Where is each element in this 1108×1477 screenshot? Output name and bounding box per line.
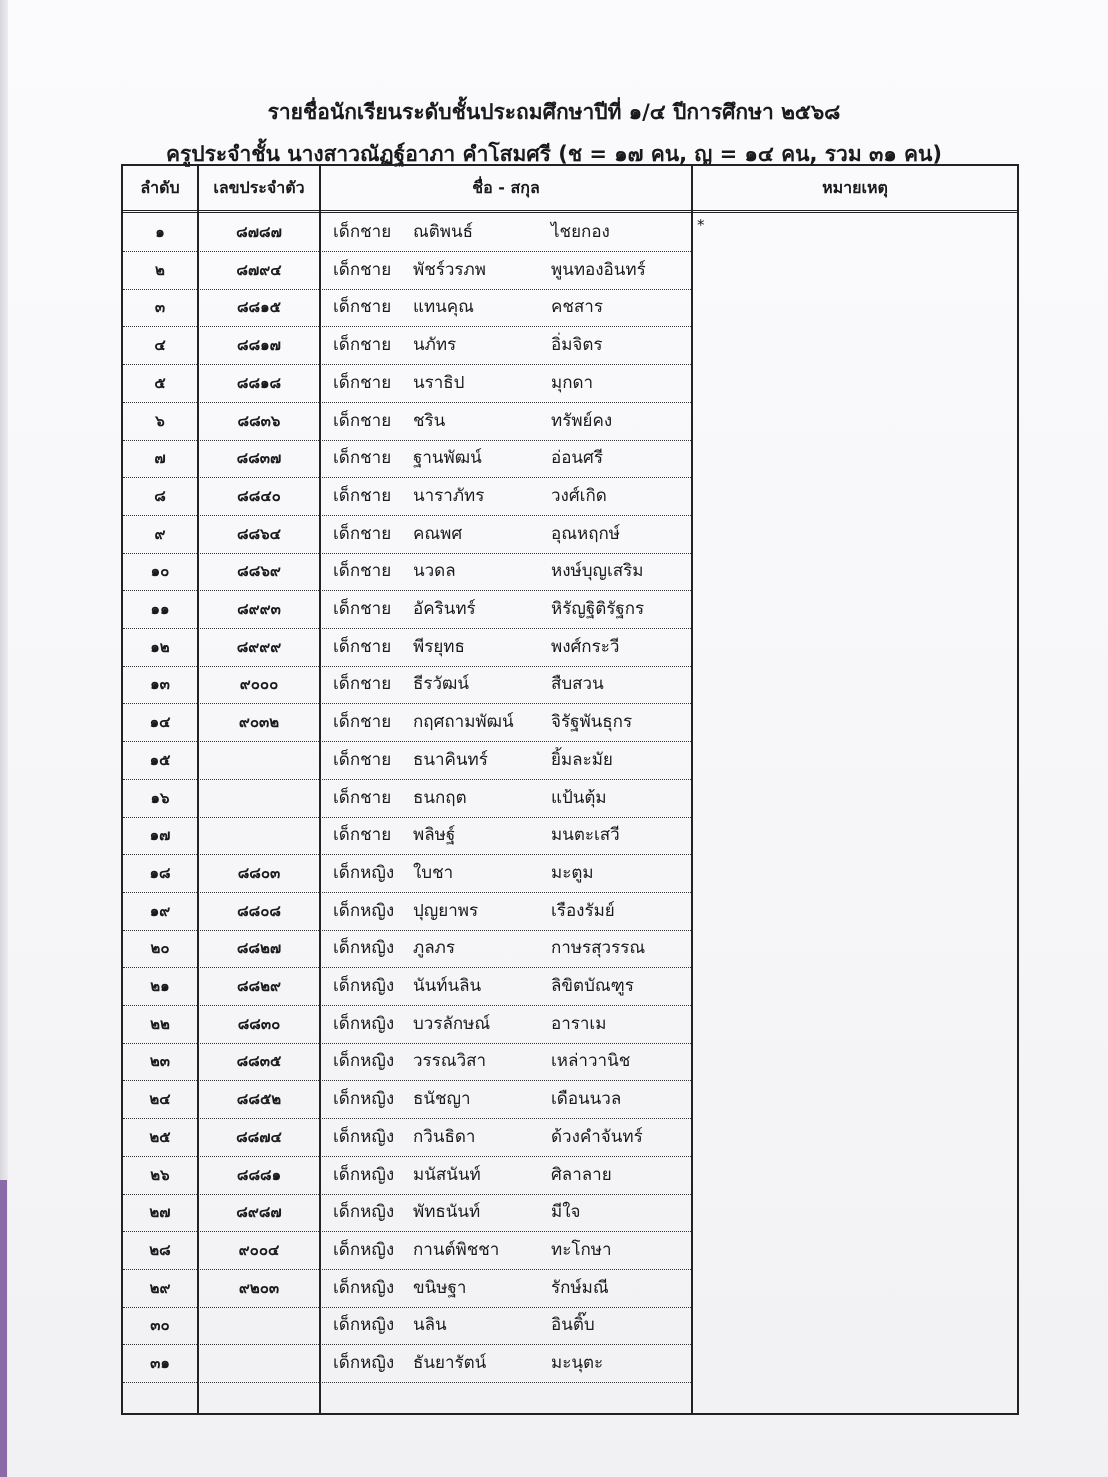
- table-row: [123, 704, 691, 742]
- table-row: [123, 1345, 691, 1383]
- table-row: [123, 1307, 691, 1345]
- row-number: ๑๐: [150, 562, 170, 581]
- first-name: พลิษฐ์: [413, 825, 456, 846]
- student-id: ๘๙๘๗: [236, 1203, 282, 1222]
- name-prefix: เด็กชาย: [333, 410, 392, 431]
- student-id: ๘๘๖๔: [236, 524, 282, 543]
- first-name: ปุญยาพร: [413, 900, 479, 921]
- row-number: ๒๑: [150, 977, 170, 995]
- table-row: [123, 780, 691, 818]
- row-number: ๑: [155, 223, 165, 241]
- first-name: นราธิป: [413, 372, 465, 393]
- row-number: ๓๐: [150, 1316, 170, 1335]
- table-row: [123, 1232, 691, 1270]
- student-id: ๘๘๖๙: [237, 562, 281, 581]
- last-name: อ่อนศรี: [551, 448, 603, 469]
- table-row: [123, 365, 691, 403]
- first-name: มนัสนันท์: [413, 1164, 481, 1185]
- row-number: ๒๒: [150, 1014, 170, 1033]
- page-subtitle: ครูประจำชั้น นางสาวณัฏฐ์อาภา คำโสมศรี (ช = ๑๗ คน, ญ = ๑๔ คน, รวม ๓๑ คน): [165, 142, 942, 166]
- name-prefix: เด็กชาย: [333, 485, 392, 506]
- table-row: [123, 817, 691, 855]
- row-number: ๘: [154, 486, 166, 505]
- last-name: ยิ้มละมัย: [551, 749, 613, 770]
- first-name: ธีรวัฒน์: [413, 674, 470, 695]
- table-row: [123, 214, 691, 252]
- last-name: เดือนนวล: [551, 1089, 622, 1110]
- student-id: ๘๘๑๘: [236, 373, 282, 392]
- table-row: [123, 1119, 691, 1157]
- last-name: มะนุตะ: [551, 1353, 604, 1373]
- last-name: กาษรสุวรรณ: [551, 938, 646, 959]
- first-name: อัครินทร์: [413, 599, 476, 619]
- first-name: นาราภัทร: [413, 485, 485, 506]
- student-id: ๘๘๑๕: [236, 298, 282, 317]
- last-name: มุกดา: [551, 372, 594, 393]
- table-row: [123, 930, 691, 968]
- row-number: ๒๖: [150, 1165, 170, 1184]
- row-number: ๑๙: [149, 901, 171, 920]
- student-id: ๘๘๘๑: [236, 1165, 282, 1184]
- last-name: มนตะเสวี: [551, 825, 620, 846]
- last-name: เรืองรัมย์: [551, 900, 615, 921]
- name-prefix: เด็กชาย: [333, 372, 392, 393]
- student-id: ๘๘๓๖: [237, 411, 281, 430]
- table-row: [123, 1270, 691, 1308]
- student-id: ๙๐๓๒: [238, 713, 280, 732]
- first-name: นภัทร: [413, 335, 457, 356]
- student-table: [121, 164, 1019, 1415]
- table-row: [123, 252, 691, 290]
- student-id: ๘๘๒๗: [236, 939, 282, 958]
- row-number: ๖: [155, 411, 165, 430]
- last-name: หงษ์บุญเสริม: [551, 561, 644, 582]
- first-name: กานต์พิชชา: [413, 1239, 500, 1260]
- last-name: สืบสวน: [551, 674, 604, 695]
- name-prefix: เด็กชาย: [333, 825, 392, 846]
- row-number: ๑๑: [150, 600, 170, 618]
- table-row: [123, 629, 691, 667]
- first-name: กฤศถามพัฒน์: [413, 712, 514, 733]
- student-id: ๘๘๓๕: [236, 1052, 282, 1071]
- table-row: [123, 440, 691, 478]
- name-prefix: เด็กชาย: [333, 297, 392, 318]
- last-name: คชสาร: [551, 297, 603, 318]
- table-row: [123, 553, 691, 591]
- name-prefix: เด็กชาย: [333, 259, 392, 280]
- last-name: พงศ์กระวี: [551, 636, 620, 657]
- row-number: ๒๐: [150, 939, 170, 958]
- header-divider: [123, 210, 1017, 213]
- row-number: ๒๙: [149, 1278, 171, 1297]
- table-row: [123, 742, 691, 780]
- student-id: ๘๘๐๘: [237, 901, 281, 920]
- last-name: หิรัญฐิติรัฐกร: [551, 599, 645, 619]
- student-id: ๙๐๐๐: [239, 675, 279, 694]
- name-prefix: เด็กหญิง: [333, 1277, 395, 1298]
- table-row: [123, 516, 691, 554]
- student-id: ๘๘๑๗: [237, 336, 281, 355]
- name-prefix: เด็กหญิง: [333, 1239, 395, 1260]
- row-number: ๓๑: [150, 1354, 170, 1372]
- first-name: นวดล: [413, 561, 456, 582]
- last-name: ลิขิตบัณฑูร: [551, 976, 634, 996]
- name-prefix: เด็กชาย: [333, 636, 392, 657]
- first-name: นันท์นลิน: [413, 976, 482, 996]
- remark-asterisk: *: [697, 216, 705, 234]
- name-prefix: เด็กชาย: [333, 561, 392, 582]
- student-id: ๘๘๔๐: [237, 486, 281, 505]
- last-name: ทะโกษา: [551, 1239, 612, 1260]
- name-prefix: เด็กหญิง: [333, 938, 395, 959]
- first-name: ชริน: [413, 410, 446, 431]
- last-name: วงศ์เกิด: [551, 485, 607, 506]
- first-name: นลิน: [413, 1315, 447, 1336]
- first-name: ณติพนธ์: [413, 222, 474, 242]
- name-prefix: เด็กชาย: [333, 523, 392, 544]
- table-row: [123, 893, 691, 931]
- student-id: ๘๙๙๓: [237, 600, 281, 618]
- first-name: ขนิษฐา: [413, 1277, 467, 1298]
- row-number: ๙: [154, 524, 166, 543]
- row-number: ๗: [154, 449, 166, 468]
- first-name: ฐานพัฒน์: [413, 448, 482, 469]
- row-number: ๑๔: [149, 713, 171, 732]
- table-row: [123, 855, 691, 893]
- first-name: ธนาคินทร์: [413, 749, 488, 770]
- name-prefix: เด็กชาย: [333, 222, 392, 242]
- table-row: [123, 403, 691, 441]
- page-title: รายชื่อนักเรียนระดับชั้นประถมศึกษาปีที่ ๑/๔ ปีการศึกษา ๒๕๖๘: [267, 100, 841, 124]
- last-name: ไชยกอง: [551, 222, 610, 242]
- row-number: ๓: [154, 298, 166, 317]
- background-surface: [0, 1180, 7, 1477]
- name-prefix: เด็กชาย: [333, 787, 392, 808]
- table-row: [123, 1006, 691, 1044]
- name-prefix: เด็กหญิง: [333, 1089, 395, 1110]
- table-row: [123, 1194, 691, 1232]
- table-row: [123, 968, 691, 1006]
- first-name: พัชร์วรภพ: [413, 259, 486, 280]
- student-id: ๘๘๐๓: [237, 863, 281, 882]
- first-name: พัทธนันท์: [413, 1202, 481, 1223]
- table-row: [123, 591, 691, 629]
- name-prefix: เด็กชาย: [333, 448, 392, 469]
- header-remark: หมายเหตุ: [822, 178, 888, 197]
- last-name: แป้นตุ้ม: [551, 787, 607, 808]
- name-prefix: เด็กชาย: [333, 749, 392, 770]
- row-number: ๒๓: [149, 1052, 171, 1071]
- name-prefix: เด็กหญิง: [333, 1315, 395, 1336]
- last-name: ศิลาลาย: [551, 1164, 612, 1185]
- first-name: แทนคุณ: [413, 297, 474, 318]
- student-id: ๘๘๓๐: [237, 1014, 281, 1033]
- first-name: ภูลภร: [413, 938, 455, 959]
- student-id: ๘๘๒๙: [236, 977, 282, 995]
- name-prefix: เด็กหญิง: [333, 1051, 395, 1072]
- student-id: ๘๗๘๗: [236, 223, 282, 241]
- name-prefix: เด็กหญิง: [333, 1126, 395, 1147]
- name-prefix: เด็กหญิง: [333, 976, 395, 996]
- last-name: พูนทองอินทร์: [551, 259, 646, 280]
- first-name: บวรลักษณ์: [413, 1013, 491, 1034]
- row-number: ๔: [154, 336, 166, 355]
- row-number: ๒๕: [149, 1127, 171, 1146]
- last-name: ทรัพย์คง: [551, 410, 613, 431]
- table-row: [123, 327, 691, 365]
- name-prefix: เด็กหญิง: [333, 1353, 395, 1373]
- table-row: [123, 666, 691, 704]
- row-number: ๒๔: [149, 1090, 171, 1109]
- student-id: ๙๒๐๓: [238, 1278, 280, 1297]
- row-number: ๒๗: [149, 1203, 171, 1222]
- first-name: ธนัชญา: [413, 1089, 471, 1110]
- first-name: ธนกฤต: [413, 787, 467, 808]
- name-prefix: เด็กหญิง: [333, 1013, 395, 1034]
- row-number: ๒: [155, 260, 165, 279]
- last-name: ด้วงคำจันทร์: [551, 1126, 643, 1147]
- first-name: ธันยารัตน์: [413, 1353, 487, 1373]
- table-row: [123, 1081, 691, 1119]
- row-number: ๕: [154, 373, 166, 392]
- row-number: ๑๖: [150, 788, 170, 807]
- column-divider: [691, 166, 693, 1413]
- row-number: ๑๗: [149, 826, 171, 845]
- last-name: อิ่มจิตร: [551, 335, 603, 356]
- student-id: ๘๘๗๔: [236, 1127, 282, 1146]
- row-number: ๑๓: [150, 675, 170, 694]
- student-id: ๘๙๙๙: [236, 637, 282, 656]
- row-number: ๑๕: [149, 750, 171, 769]
- name-prefix: เด็กหญิง: [333, 1164, 395, 1185]
- name-prefix: เด็กชาย: [333, 599, 392, 619]
- last-name: รักษ์มณี: [551, 1277, 609, 1298]
- last-name: อาราเม: [551, 1013, 607, 1034]
- name-prefix: เด็กชาย: [333, 674, 392, 695]
- first-name: วรรณวิสา: [413, 1051, 487, 1072]
- name-prefix: เด็กชาย: [333, 712, 392, 733]
- table-row: [123, 289, 691, 327]
- last-name: จิรัฐพันธุกร: [551, 712, 633, 733]
- student-id: ๘๘๕๒: [236, 1090, 282, 1109]
- table-row: [123, 478, 691, 516]
- name-prefix: เด็กชาย: [333, 335, 392, 356]
- table-row: [123, 1043, 691, 1081]
- last-name: มีใจ: [551, 1202, 581, 1223]
- name-prefix: เด็กหญิง: [333, 1202, 395, 1223]
- header-id: เลขประจำตัว: [213, 178, 305, 197]
- header-no: ลำดับ: [140, 178, 180, 197]
- last-name: อุณหฤกษ์: [551, 523, 620, 544]
- first-name: คณพศ: [413, 523, 463, 544]
- row-number: ๑๒: [150, 637, 170, 656]
- student-id: ๘๘๓๗: [236, 449, 282, 468]
- first-name: ใบชา: [413, 862, 454, 883]
- header-name: ชื่อ - สกุล: [472, 178, 540, 197]
- student-id: ๙๐๐๔: [238, 1240, 280, 1259]
- row-number: ๒๘: [149, 1240, 171, 1259]
- first-name: พีรยุทธ: [413, 636, 465, 657]
- last-name: มะตูม: [551, 862, 594, 883]
- name-prefix: เด็กหญิง: [333, 862, 395, 883]
- last-name: เหล่าวานิช: [551, 1051, 631, 1072]
- first-name: กวินธิดา: [413, 1126, 476, 1147]
- row-number: ๑๘: [149, 863, 171, 882]
- last-name: อินติ๊บ: [551, 1315, 595, 1336]
- student-id: ๘๗๙๔: [236, 260, 282, 279]
- name-prefix: เด็กหญิง: [333, 900, 395, 921]
- table-row: [123, 1157, 691, 1195]
